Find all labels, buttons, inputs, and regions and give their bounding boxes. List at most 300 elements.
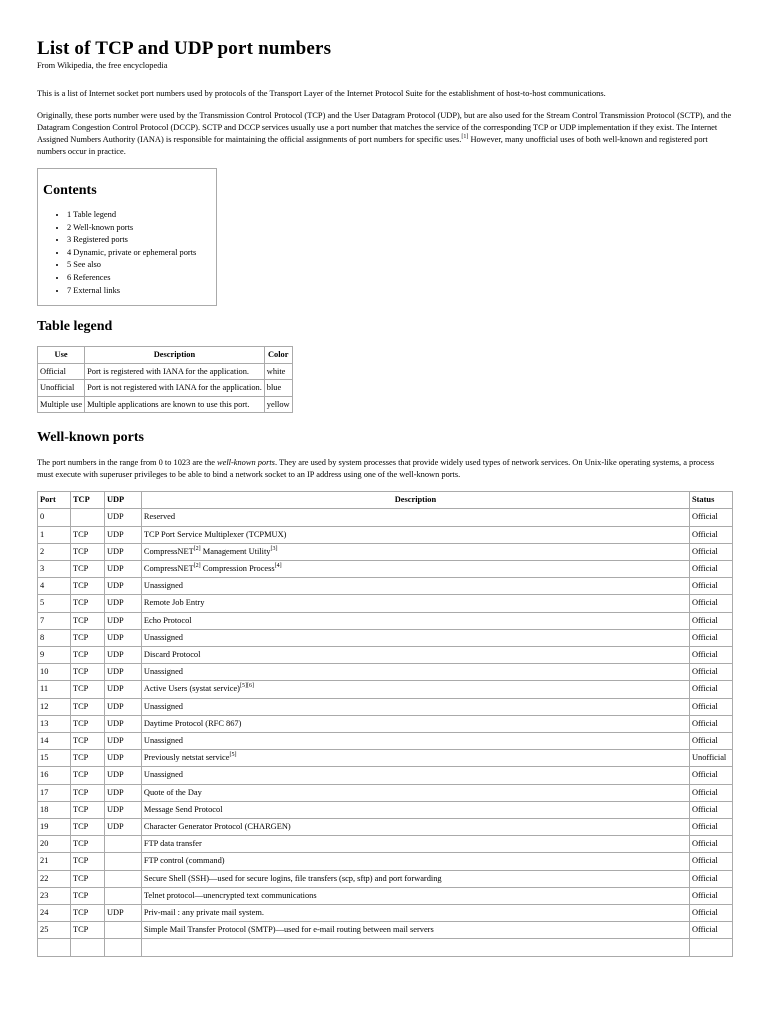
tcp-cell-text: TCP bbox=[72, 598, 89, 608]
table-row bbox=[38, 939, 733, 956]
status-cell-text: Official bbox=[691, 736, 718, 745]
port-cell-text: 15 bbox=[40, 753, 49, 763]
description-cell bbox=[141, 887, 689, 904]
citation-link[interactable]: [5] bbox=[229, 752, 237, 759]
table-row bbox=[38, 543, 733, 560]
description-cell bbox=[141, 784, 689, 801]
table-row bbox=[38, 853, 733, 870]
port-cell bbox=[38, 750, 71, 767]
wellknown-heading: Well-known ports bbox=[37, 430, 144, 446]
tcp-cell bbox=[70, 870, 104, 887]
description-cell-text: Unassigned bbox=[143, 581, 183, 591]
tcp-cell-text: TCP bbox=[72, 649, 89, 659]
tcp-cell bbox=[70, 715, 104, 732]
description-cell bbox=[141, 819, 689, 836]
legend-cell: blue bbox=[264, 380, 292, 397]
tcp-cell bbox=[70, 905, 104, 922]
status-cell-text: Official bbox=[691, 581, 718, 591]
tcp-cell bbox=[70, 578, 104, 595]
port-cell bbox=[38, 560, 71, 577]
toc-title: Contents bbox=[43, 183, 97, 198]
tcp-cell-text: TCP bbox=[72, 753, 89, 763]
port-cell bbox=[38, 853, 71, 870]
status-cell-text: Official bbox=[691, 649, 718, 659]
udp-cell-text: UDP bbox=[106, 581, 124, 591]
status-cell bbox=[689, 853, 732, 870]
page-title: List of TCP and UDP port numbers bbox=[37, 38, 332, 59]
wellknown-paragraph bbox=[37, 457, 732, 481]
status-cell-text: Official bbox=[691, 839, 718, 849]
port-cell bbox=[38, 646, 71, 663]
udp-cell bbox=[104, 698, 141, 715]
description-cell-text: Echo Protocol bbox=[143, 615, 192, 625]
port-cell bbox=[38, 819, 71, 836]
table-row bbox=[38, 612, 733, 629]
port-cell-text: 25 bbox=[40, 925, 49, 935]
port-cell bbox=[38, 870, 71, 887]
port-cell-text: 1 bbox=[40, 529, 45, 539]
port-cell bbox=[38, 939, 71, 956]
table-row bbox=[38, 767, 733, 784]
tcp-cell-text: TCP bbox=[72, 684, 89, 694]
port-cell bbox=[38, 715, 71, 732]
port-cell-text: 13 bbox=[40, 718, 49, 728]
table-row bbox=[38, 715, 733, 732]
port-cell-text: 0 bbox=[40, 512, 45, 522]
status-cell-text: Official bbox=[691, 908, 718, 918]
description-cell bbox=[141, 715, 689, 732]
table-row bbox=[38, 526, 733, 543]
tcp-cell bbox=[70, 664, 104, 681]
port-cell bbox=[38, 767, 71, 784]
status-cell bbox=[689, 870, 732, 887]
port-cell bbox=[38, 629, 71, 646]
legend-cell: Port is registered with IANA for the application. bbox=[85, 363, 265, 380]
port-cell-text: 12 bbox=[40, 701, 49, 711]
description-cell-text: FTP data transfer bbox=[143, 839, 202, 849]
status-cell bbox=[689, 612, 732, 629]
port-cell-text: 19 bbox=[40, 822, 49, 832]
table-row bbox=[38, 646, 733, 663]
status-cell-text: Official bbox=[691, 615, 718, 625]
udp-cell-text: UDP bbox=[106, 615, 124, 625]
udp-cell bbox=[104, 750, 141, 767]
description-cell bbox=[141, 612, 689, 629]
table-row bbox=[38, 733, 733, 750]
status-cell bbox=[689, 578, 732, 595]
description-cell-text: Priv-mail : any private mail system. bbox=[143, 908, 264, 918]
port-cell bbox=[38, 509, 71, 526]
udp-cell bbox=[104, 784, 141, 801]
udp-cell-text: UDP bbox=[106, 701, 124, 711]
toc-list bbox=[43, 209, 209, 297]
origin-text-tail: However, many unofficial uses of both well-known and registered port numbers occur in practice. bbox=[37, 135, 708, 156]
description-cell bbox=[141, 836, 689, 853]
table-of-contents bbox=[37, 168, 217, 306]
toc-item[interactable]: • 5 See also bbox=[67, 259, 209, 272]
description-cell-text: Simple Mail Transfer Protocol (SMTP)—used for e-mail routing between mail servers bbox=[143, 925, 434, 935]
description-cell-text: Remote Job Entry bbox=[143, 598, 205, 608]
description-cell-text: Active Users (systat service) bbox=[143, 684, 240, 694]
tcp-cell-text: TCP bbox=[72, 701, 89, 711]
table-row bbox=[38, 922, 733, 939]
status-cell-text: Official bbox=[691, 598, 718, 608]
udp-cell bbox=[104, 853, 141, 870]
udp-cell-text: UDP bbox=[106, 770, 124, 780]
tcp-cell bbox=[70, 646, 104, 663]
status-cell-text: Official bbox=[691, 701, 718, 711]
tcp-cell-text: TCP bbox=[72, 736, 89, 745]
tcp-cell bbox=[70, 801, 104, 818]
port-cell-text: 17 bbox=[40, 787, 49, 797]
udp-cell bbox=[104, 887, 141, 904]
status-cell-text: Official bbox=[691, 822, 718, 832]
udp-cell bbox=[104, 629, 141, 646]
description-text-continued: Management Utility bbox=[200, 546, 271, 556]
tcp-cell bbox=[70, 750, 104, 767]
tcp-cell bbox=[70, 612, 104, 629]
udp-cell-text: UDP bbox=[106, 718, 124, 728]
description-cell bbox=[141, 578, 689, 595]
tcp-cell-text: TCP bbox=[72, 615, 89, 625]
port-cell-text: 2 bbox=[40, 546, 45, 556]
tcp-cell-text: TCP bbox=[72, 873, 89, 883]
tcp-cell bbox=[70, 819, 104, 836]
udp-cell-text: UDP bbox=[106, 598, 124, 608]
citation-link[interactable]: [4] bbox=[274, 563, 282, 570]
port-cell-text: 23 bbox=[40, 890, 49, 900]
port-cell bbox=[38, 698, 71, 715]
udp-cell bbox=[104, 801, 141, 818]
tcp-cell bbox=[70, 922, 104, 939]
legend-heading: Table legend bbox=[37, 319, 113, 335]
description-cell-text: Telnet protocol—unencrypted text communications bbox=[143, 890, 317, 900]
status-cell-text: Official bbox=[691, 770, 718, 780]
status-cell-text: Official bbox=[691, 856, 718, 866]
status-cell bbox=[689, 560, 732, 577]
status-cell bbox=[689, 646, 732, 663]
description-cell bbox=[141, 543, 689, 560]
tcp-cell-text: TCP bbox=[72, 908, 89, 918]
udp-cell bbox=[104, 767, 141, 784]
table-row bbox=[38, 681, 733, 698]
tcp-cell-text: TCP bbox=[72, 787, 89, 797]
ports-column-header: TCP bbox=[70, 492, 104, 509]
origin-text: Originally, these ports number were used by the Transmission Control Protocol (TCP) and the User Datagram Protocol (UDP), but are also used for the Stream Control Transmission Protocol (SCTP), and the Datagram Congestion Control Protocol (DCCP). SCTP and DCCP services usually use a port number that matches the service of the corresponding TCP or UDP implementation if they exist. The Internet Assigned Numbers Authority (IANA) is responsible for maintaining the official assignments of port numbers for specific uses. bbox=[37, 111, 732, 144]
tcp-cell-text: TCP bbox=[72, 563, 89, 573]
udp-cell bbox=[104, 939, 141, 956]
status-cell bbox=[689, 664, 732, 681]
tcp-cell bbox=[70, 836, 104, 853]
port-cell-text: 7 bbox=[40, 615, 45, 625]
ports-column-header: Port bbox=[38, 492, 71, 509]
port-cell bbox=[38, 664, 71, 681]
status-cell-text: Official bbox=[691, 718, 718, 728]
tagline: From Wikipedia, the free encyclopedia bbox=[37, 61, 168, 70]
status-cell-text: Official bbox=[691, 632, 718, 642]
ports-column-header: Description bbox=[141, 492, 689, 509]
legend-column-header: Use bbox=[38, 347, 85, 364]
port-cell bbox=[38, 612, 71, 629]
tcp-cell bbox=[70, 733, 104, 750]
port-cell bbox=[38, 543, 71, 560]
legend-header-row bbox=[38, 347, 293, 364]
udp-cell bbox=[104, 836, 141, 853]
description-text-continued: Compression Process bbox=[200, 563, 275, 573]
tcp-cell bbox=[70, 543, 104, 560]
citation-link[interactable]: [5][6] bbox=[239, 683, 254, 690]
udp-cell-text: UDP bbox=[106, 512, 124, 522]
legend-cell: Port is not registered with IANA for the application. bbox=[85, 380, 265, 397]
status-cell bbox=[689, 784, 732, 801]
toc-item[interactable]: • 3 Registered ports bbox=[67, 234, 209, 247]
wellknown-text-a: The port numbers in the range from 0 to 1023 are the bbox=[37, 458, 218, 468]
port-cell-text: 22 bbox=[40, 873, 49, 883]
description-cell bbox=[141, 733, 689, 750]
description-cell bbox=[141, 905, 689, 922]
description-cell-text: CompressNET bbox=[143, 563, 194, 573]
udp-cell-text: UDP bbox=[106, 736, 124, 745]
udp-cell bbox=[104, 819, 141, 836]
wellknown-text-b: . They are used by system processes that provide widely used types of network services. On Unix-like operating systems, a process must execute with superuser privileges to be able to bind a network socket to an IP address using one of the well-known ports. bbox=[37, 458, 715, 480]
status-cell bbox=[689, 543, 732, 560]
description-cell-text: TCP Port Service Multiplexer (TCPMUX) bbox=[143, 529, 287, 539]
tcp-cell-text: TCP bbox=[72, 667, 89, 677]
status-cell-text: Official bbox=[691, 546, 718, 556]
udp-cell bbox=[104, 543, 141, 560]
udp-cell-text: UDP bbox=[106, 563, 124, 573]
description-cell bbox=[141, 767, 689, 784]
status-cell bbox=[689, 733, 732, 750]
udp-cell bbox=[104, 595, 141, 612]
ports-header-row bbox=[38, 492, 733, 509]
status-cell bbox=[689, 922, 732, 939]
ports-column-header: Status bbox=[689, 492, 732, 509]
status-cell bbox=[689, 526, 732, 543]
tcp-cell bbox=[70, 767, 104, 784]
description-cell-text: Unassigned bbox=[143, 632, 183, 642]
legend-cell: yellow bbox=[264, 396, 292, 413]
udp-cell-text: UDP bbox=[106, 787, 124, 797]
table-row bbox=[38, 509, 733, 526]
tcp-cell bbox=[70, 629, 104, 646]
tcp-cell-text: TCP bbox=[72, 925, 89, 935]
status-cell bbox=[689, 509, 732, 526]
toc-item[interactable]: • 6 References bbox=[67, 272, 209, 285]
table-row bbox=[38, 784, 733, 801]
udp-cell-text: UDP bbox=[106, 822, 124, 832]
table-row bbox=[38, 698, 733, 715]
status-cell-text: Official bbox=[691, 512, 718, 522]
port-cell bbox=[38, 681, 71, 698]
description-cell-text: Reserved bbox=[143, 512, 176, 522]
tcp-cell-text: TCP bbox=[72, 718, 89, 728]
description-cell bbox=[141, 750, 689, 767]
tcp-cell bbox=[70, 698, 104, 715]
status-cell-text: Official bbox=[691, 787, 718, 797]
port-cell bbox=[38, 905, 71, 922]
status-cell bbox=[689, 750, 732, 767]
udp-cell-text: UDP bbox=[106, 684, 124, 694]
citation-link[interactable]: [3] bbox=[270, 545, 278, 552]
status-cell bbox=[689, 629, 732, 646]
udp-cell bbox=[104, 578, 141, 595]
udp-cell bbox=[104, 526, 141, 543]
description-cell-text: Unassigned bbox=[143, 701, 183, 711]
tcp-cell-text: TCP bbox=[72, 890, 89, 900]
status-cell bbox=[689, 905, 732, 922]
tcp-cell-text: TCP bbox=[72, 839, 89, 849]
table-row bbox=[38, 664, 733, 681]
description-cell-text: Character Generator Protocol (CHARGEN) bbox=[143, 822, 291, 832]
status-cell-text: Official bbox=[691, 529, 718, 539]
tcp-cell bbox=[70, 887, 104, 904]
citation-link[interactable]: [2] bbox=[193, 563, 201, 570]
udp-cell bbox=[104, 664, 141, 681]
port-cell-text: 9 bbox=[40, 649, 45, 659]
toc-item[interactable]: • 2 Well-known ports bbox=[67, 222, 209, 235]
description-cell-text: Secure Shell (SSH)—used for secure logins, file transfers (scp, sftp) and port forwarding bbox=[143, 873, 442, 883]
port-cell-text: 20 bbox=[40, 839, 49, 849]
port-cell-text: 16 bbox=[40, 770, 49, 780]
legend-cell: Multiple use bbox=[38, 396, 85, 413]
udp-cell bbox=[104, 715, 141, 732]
table-row bbox=[38, 836, 733, 853]
status-cell bbox=[689, 819, 732, 836]
tcp-cell-text: TCP bbox=[72, 632, 89, 642]
port-cell-text: 24 bbox=[40, 908, 49, 918]
udp-cell-text: UDP bbox=[106, 804, 124, 814]
toc-item[interactable]: • 4 Dynamic, private or ephemeral ports bbox=[67, 247, 209, 260]
table-row bbox=[38, 750, 733, 767]
status-cell-text: Official bbox=[691, 667, 718, 677]
udp-cell-text: UDP bbox=[106, 649, 124, 659]
description-cell bbox=[141, 595, 689, 612]
tcp-cell bbox=[70, 681, 104, 698]
ports-table bbox=[37, 491, 733, 956]
origin-paragraph bbox=[37, 110, 732, 158]
legend-cell: Unofficial bbox=[38, 380, 85, 397]
legend-table bbox=[37, 346, 293, 413]
legend-cell: Official bbox=[38, 363, 85, 380]
description-cell bbox=[141, 509, 689, 526]
table-row bbox=[38, 887, 733, 904]
tcp-cell-text: TCP bbox=[72, 856, 89, 866]
tcp-cell bbox=[70, 526, 104, 543]
status-cell bbox=[689, 801, 732, 818]
tcp-cell-text: TCP bbox=[72, 804, 89, 814]
description-cell-text: Daytime Protocol (RFC 867) bbox=[143, 718, 242, 728]
udp-cell bbox=[104, 905, 141, 922]
udp-cell-text: UDP bbox=[106, 529, 124, 539]
port-cell bbox=[38, 922, 71, 939]
description-cell-text: Discard Protocol bbox=[143, 649, 201, 659]
description-cell bbox=[141, 526, 689, 543]
tcp-cell bbox=[70, 853, 104, 870]
description-cell-text: CompressNET bbox=[143, 546, 194, 556]
port-cell-text: 18 bbox=[40, 804, 49, 814]
tcp-cell bbox=[70, 560, 104, 577]
table-row bbox=[38, 629, 733, 646]
description-cell bbox=[141, 560, 689, 577]
toc-item[interactable]: • 7 External links bbox=[67, 285, 209, 298]
tcp-cell bbox=[70, 784, 104, 801]
legend-row bbox=[38, 380, 293, 397]
port-cell bbox=[38, 733, 71, 750]
status-cell bbox=[689, 681, 732, 698]
description-cell bbox=[141, 629, 689, 646]
udp-cell-text: UDP bbox=[106, 908, 124, 918]
status-cell-text: Official bbox=[691, 873, 718, 883]
port-cell-text: 10 bbox=[40, 667, 49, 677]
status-cell-text: Unofficial bbox=[691, 753, 727, 763]
toc-item[interactable]: • 1 Table legend bbox=[67, 209, 209, 222]
legend-row bbox=[38, 363, 293, 380]
table-row bbox=[38, 870, 733, 887]
description-cell bbox=[141, 922, 689, 939]
ports-column-header: UDP bbox=[104, 492, 141, 509]
port-cell-text: 8 bbox=[40, 632, 45, 642]
legend-row bbox=[38, 396, 293, 413]
udp-cell bbox=[104, 612, 141, 629]
description-cell-text: Unassigned bbox=[143, 667, 183, 677]
port-cell-text: 11 bbox=[40, 684, 49, 694]
status-cell bbox=[689, 595, 732, 612]
port-cell bbox=[38, 578, 71, 595]
port-cell bbox=[38, 887, 71, 904]
description-cell bbox=[141, 664, 689, 681]
udp-cell-text: UDP bbox=[106, 667, 124, 677]
intro-paragraph: This is a list of Internet socket port numbers used by protocols of the Transport Layer of the Internet Protocol Suite for the establishment of host-to-host communications. bbox=[37, 89, 606, 98]
udp-cell bbox=[104, 509, 141, 526]
tcp-cell bbox=[70, 509, 104, 526]
udp-cell bbox=[104, 870, 141, 887]
citation-link[interactable]: [2] bbox=[193, 545, 201, 552]
description-cell bbox=[141, 801, 689, 818]
description-cell-text: Previously netstat service bbox=[143, 753, 230, 763]
port-cell-text: 14 bbox=[40, 736, 49, 745]
port-cell-text: 3 bbox=[40, 563, 45, 573]
port-cell-text: 21 bbox=[40, 856, 49, 866]
status-cell bbox=[689, 715, 732, 732]
status-cell-text: Official bbox=[691, 684, 718, 694]
status-cell bbox=[689, 939, 732, 956]
port-cell bbox=[38, 526, 71, 543]
tcp-cell-text: TCP bbox=[72, 546, 89, 556]
udp-cell-text: UDP bbox=[106, 546, 124, 556]
port-cell bbox=[38, 595, 71, 612]
status-cell-text: Official bbox=[691, 563, 718, 573]
status-cell-text: Official bbox=[691, 925, 718, 935]
tcp-cell bbox=[70, 595, 104, 612]
tcp-cell-text: TCP bbox=[72, 529, 89, 539]
tcp-cell-text: TCP bbox=[72, 822, 89, 832]
description-cell-text: Message Send Protocol bbox=[143, 804, 223, 814]
description-cell bbox=[141, 853, 689, 870]
description-cell bbox=[141, 698, 689, 715]
status-cell-text: Official bbox=[691, 804, 718, 814]
wellknown-emphasis: well-known ports bbox=[217, 458, 275, 468]
port-cell-text: 4 bbox=[40, 581, 45, 591]
citation-link[interactable]: [1] bbox=[461, 134, 469, 141]
description-cell bbox=[141, 870, 689, 887]
status-cell bbox=[689, 698, 732, 715]
description-cell-text: Unassigned bbox=[143, 736, 183, 745]
description-cell bbox=[141, 681, 689, 698]
description-cell bbox=[141, 646, 689, 663]
tcp-cell bbox=[70, 939, 104, 956]
status-cell bbox=[689, 887, 732, 904]
